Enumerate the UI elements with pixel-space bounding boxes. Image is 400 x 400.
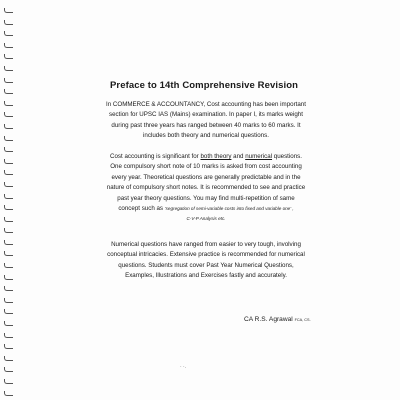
text-line: Examples, Illustrations and Exercises fastly and accurately. (125, 272, 287, 280)
binding-ring (4, 182, 13, 187)
binding-ring (4, 217, 13, 222)
paragraph-numerical (86, 240, 326, 282)
paragraph-cost-accounting (86, 152, 326, 225)
binding-ring (4, 309, 13, 314)
binding-ring (4, 240, 13, 245)
binding-ring (4, 54, 13, 59)
text-fragment: concept such as (118, 205, 165, 213)
binding-ring (4, 379, 13, 384)
italic-example: 'segregation of semi-variable costs into fixed and variable one' , (164, 206, 294, 212)
binding-ring (4, 263, 13, 268)
binding-ring (4, 124, 13, 129)
text-fragment: questions. (272, 153, 302, 160)
binding-ring (4, 31, 13, 36)
binding-ring (4, 333, 13, 338)
text-line: In COMMERCE & ACCOUNTANCY, Cost accounting has been important (106, 101, 306, 108)
author-signature (244, 316, 311, 323)
author-qualifications: FCA, CS. (294, 318, 311, 322)
page-title: Preface to 14th Comprehensive Revision (109, 80, 299, 91)
binding-ring (4, 8, 13, 13)
binding-ring (4, 159, 13, 164)
binding-ring (4, 20, 13, 25)
text-line: questions. Students must cover Past Year Numerical Questions, (118, 261, 294, 269)
italic-example: C-V-P Analysis etc. (186, 216, 226, 222)
binding-ring (4, 275, 13, 280)
text-line: Numerical questions have ranged from easier to very tough, involving (111, 241, 301, 248)
scan-marks: · ·. (180, 364, 187, 370)
text-line: nature of compulsory short notes. It is recommended to see and practice (106, 184, 306, 192)
binding-ring (4, 194, 13, 199)
text-line: conceptual intricacies. Extensive practice is recommended for numerical (107, 251, 305, 259)
underlined-text: both theory (200, 153, 232, 160)
text-line: section for UPSC IAS (Mains) examination. In paper I, its marks weight (109, 111, 303, 119)
binding-ring (4, 356, 13, 361)
text-fragment: and (231, 153, 246, 160)
binding-ring (4, 136, 13, 141)
text-line: includes both theory and numerical questions. (143, 132, 269, 140)
binding-ring (4, 66, 13, 71)
binding-ring (4, 344, 13, 349)
binding-ring (4, 321, 13, 326)
binding-ring (4, 89, 13, 94)
text-line: One compulsory short note of 10 marks is asked from cost accounting (110, 163, 302, 171)
binding-ring (4, 391, 13, 396)
text-line: every year. Theoretical questions are generally predictable and in the (111, 173, 301, 181)
binding-ring (4, 43, 13, 48)
binding-ring (4, 205, 13, 210)
text-line: past year theory questions. You may find multi-repetition of same (117, 194, 295, 202)
spiral-binding (4, 8, 16, 396)
binding-ring (4, 170, 13, 175)
binding-ring (4, 367, 13, 372)
binding-ring (4, 112, 13, 117)
binding-ring (4, 78, 13, 83)
binding-ring (4, 286, 13, 291)
text-line: during past three years has ranged between 40 marks to 60 marks. It (111, 121, 301, 129)
binding-ring (4, 298, 13, 303)
underlined-text: numerical (245, 153, 273, 160)
binding-ring (4, 101, 13, 106)
binding-ring (4, 251, 13, 256)
author-name: CA R.S. Agrawal (244, 316, 293, 323)
binding-ring (4, 147, 13, 152)
text-fragment: Cost accounting is significant for (110, 153, 201, 160)
binding-ring (4, 228, 13, 233)
paragraph-intro (86, 100, 326, 142)
